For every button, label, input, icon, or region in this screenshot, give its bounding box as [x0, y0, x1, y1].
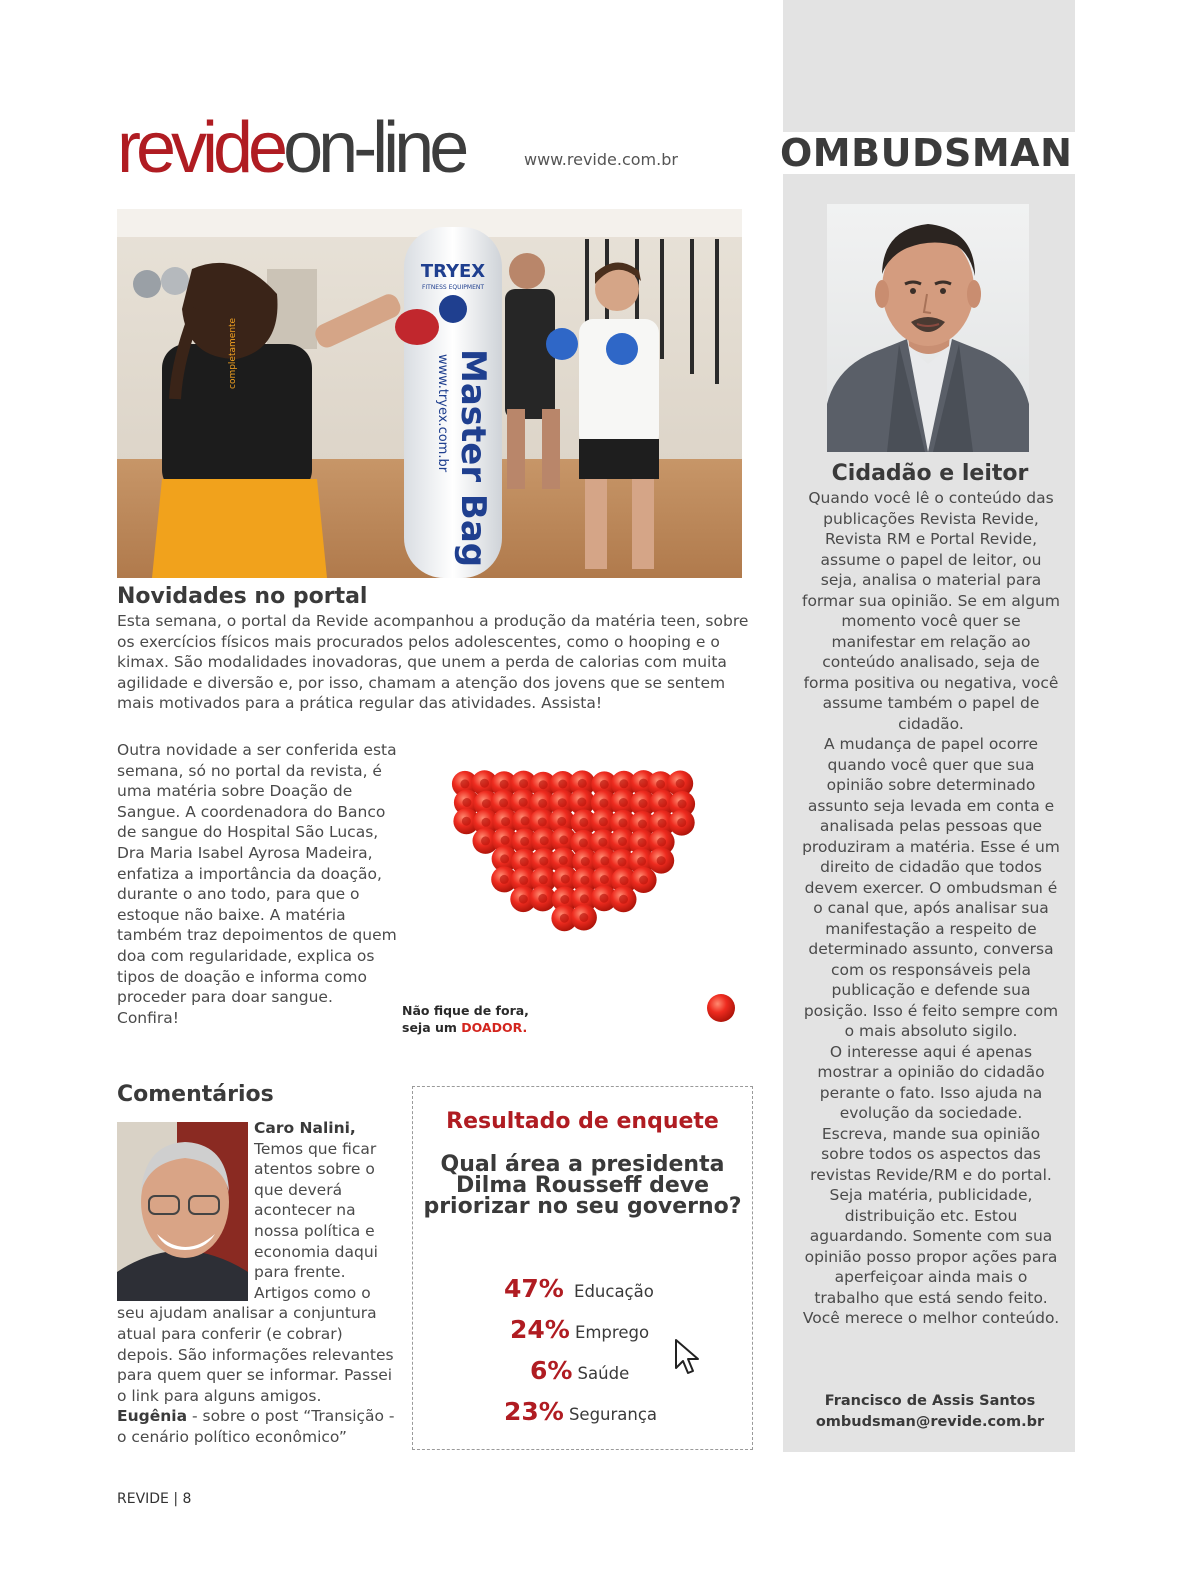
- poll-result-label: Educação: [574, 1282, 654, 1301]
- bead-hole: [481, 836, 490, 845]
- doacao-body: Outra novidade a ser conferida esta semana, só no portal da revista, é uma matéria sobre Doação de Sangue. A coordenadora do Banco de sangue do Hospital São Lucas, Dra Maria Isabel Ayrosa Madeira, enfatiza a importância da doação, durante o ano todo, para que o estoque não baixe. A matéria também traz depoimentos de quem doa com regularidade, explica os tipos de doação e informa como proceder para doar sangue. Confira!: [117, 741, 397, 1027]
- bead-hole: [637, 857, 646, 866]
- poll-result-row: [504, 1397, 657, 1426]
- poll-result-label: Emprego: [574, 1323, 650, 1342]
- bead-hole: [658, 798, 667, 807]
- comment-greeting: Caro Nalini,: [254, 1119, 356, 1137]
- bead-hole: [519, 779, 528, 788]
- bead-hole: [538, 894, 547, 903]
- poll-box: [412, 1086, 753, 1450]
- site-url[interactable]: www.revide.com.br: [524, 150, 678, 169]
- bead-hole: [599, 799, 608, 808]
- loose-bead: [707, 994, 735, 1022]
- ombudsman-portrait: [827, 204, 1029, 452]
- ombudsman-paragraph: Escreva, mande sua opinião sobre todos os aspectos das revistas Revide/RM e do portal. Seja matéria, publicidade, distribuição etc. Estou aguardando. Somente com sua opinião posso propor ações para aperfeiçoar ainda mais o trabalho que está sendo feito. Você merece o melhor conteúdo.: [802, 1124, 1060, 1327]
- bead-hole: [618, 837, 627, 846]
- bead-hole: [599, 817, 608, 826]
- bead-hole: [462, 798, 471, 807]
- poll-result-row: [530, 1356, 629, 1385]
- bead-hole: [620, 876, 629, 885]
- bead-hole: [560, 895, 569, 904]
- heart-caption-line1: Não fique de fora,: [402, 1003, 529, 1018]
- poll-result-percent: 6%: [530, 1356, 573, 1385]
- bead-hole: [638, 838, 647, 847]
- bead-hole: [639, 779, 648, 788]
- ombudsman-body: [800, 488, 1062, 1329]
- bead-hole: [539, 875, 548, 884]
- poll-result-label: Saúde: [577, 1364, 630, 1383]
- bead-hole: [462, 817, 471, 826]
- bead-hole: [500, 875, 509, 884]
- comment-body: Temos que ficar atentos sobre o que deverá acontecer na nossa política e economia daqui para frente. Artigos como o seu ajudam analisar a conjuntura atual para conferir (e cobrar) depois. São informações relevantes para quem quer se informar. Passei o link para alguns amigos.: [117, 1139, 394, 1405]
- bead-hole: [580, 894, 589, 903]
- poll-result-percent: 23%: [504, 1397, 564, 1426]
- bead-hole: [578, 779, 587, 788]
- mouse-pointer-icon: [674, 1338, 704, 1378]
- bead-hole: [482, 818, 491, 827]
- poll-question: Qual área a presidenta Dilma Rousseff deve priorizar no seu governo?: [423, 1152, 742, 1219]
- poll-title: Resultado de enquete: [446, 1109, 719, 1134]
- bead-hole: [579, 913, 588, 922]
- bead-hole: [657, 856, 666, 865]
- bag-brand-text: TRYEX: [420, 261, 486, 282]
- bead-hole: [658, 819, 667, 828]
- bead-hole: [519, 895, 528, 904]
- poll-result-row: [504, 1274, 654, 1303]
- bead-hole: [558, 798, 567, 807]
- ombudsman-author: Francisco de Assis Santos: [824, 1393, 1036, 1409]
- bead-hole: [558, 780, 567, 789]
- bead-hole: [520, 857, 529, 866]
- ombudsman-paragraph: A mudança de papel ocorre quando você quer que sua opinião sobre determinado assunto seja levada em conta e analisada pelas pessoas que produziram a matéria. Esse é um direito de cidadão que todos devem exercer. O ombudsman é o canal que, após analisar sua manifestação a respeito de determinado assunto, conversa com os responsáveis pela publicação e defende sua posição. Isso é feito sempre com o mais absoluto sigilo.: [802, 735, 1060, 1040]
- bead-hole: [600, 894, 609, 903]
- bead-hole: [480, 779, 489, 788]
- ombudsman-paragraph: Quando você lê o conteúdo das publicações Revista Revide, Revista RM e Portal Revide, assume o papel de leitor, ou seja, analisa o material para formar sua opinião. Se em algum momento você quer se manifestar em relação ao conteúdo analisado, seja de forma positiva ou negativa, você assume também o papel de cidadão.: [801, 489, 1060, 733]
- bead-hole: [580, 876, 589, 885]
- ombudsman-title: OMBUDSMAN: [780, 131, 1073, 175]
- bead-hole: [501, 817, 510, 826]
- bead-hole: [577, 798, 586, 807]
- comment-text: [117, 1118, 399, 1448]
- bag-brand-sub: FITNESS EQUIPMENT: [421, 284, 485, 291]
- ombudsman-heading: Cidadão e leitor: [831, 461, 1029, 486]
- bead-hole: [581, 857, 590, 866]
- shirt-text: completamente: [228, 317, 238, 389]
- bead-hole: [598, 838, 607, 847]
- bead-hole: [600, 856, 609, 865]
- bead-hole: [579, 818, 588, 827]
- bead-hole: [676, 779, 685, 788]
- heart-caption-line2: seja um DOADOR.: [402, 1019, 528, 1035]
- ombudsman-email[interactable]: ombudsman@revide.com.br: [815, 1414, 1045, 1430]
- bead-hole: [540, 836, 549, 845]
- doador-emphasis: DOADOR.: [461, 1019, 528, 1035]
- bead-hole: [499, 798, 508, 807]
- masthead-online: on-line: [283, 108, 465, 188]
- bead-hole: [619, 818, 628, 827]
- page-footer: REVIDE | 8: [117, 1491, 192, 1507]
- bead-hole: [638, 820, 647, 829]
- bead-hole: [677, 818, 686, 827]
- boxing-class-photo: [117, 209, 742, 578]
- bead-hole: [460, 779, 469, 788]
- ombudsman-signature: [790, 1391, 1070, 1433]
- bead-hole: [600, 875, 609, 884]
- bead-hole: [657, 838, 666, 847]
- masthead-logo: [117, 108, 464, 188]
- bead-hole: [519, 798, 528, 807]
- bead-hole: [521, 816, 530, 825]
- bead-hole: [639, 876, 648, 885]
- bead-hole: [561, 875, 570, 884]
- comentarios-heading: Comentários: [117, 1082, 274, 1107]
- poll-result-percent: 47%: [504, 1274, 564, 1303]
- bead-hole: [539, 857, 548, 866]
- bead-hole: [619, 798, 628, 807]
- bead-hole: [559, 836, 568, 845]
- comment-author: Eugênia: [117, 1407, 188, 1426]
- heart-caption: [402, 1003, 529, 1036]
- bead-hole: [538, 799, 547, 808]
- bead-hole: [600, 780, 609, 789]
- bead-hole: [639, 799, 648, 808]
- bead-hole: [579, 838, 588, 847]
- comment-reference[interactable]: - sobre o post “Transição - o cenário político econômico”: [117, 1407, 395, 1446]
- bead-hole: [557, 817, 566, 826]
- bead-hole: [678, 800, 687, 809]
- masthead-revide: revide: [117, 108, 284, 188]
- bead-hole: [538, 818, 547, 827]
- novidades-heading: Novidades no portal: [117, 584, 368, 609]
- bead-hole: [618, 858, 627, 867]
- bead-hole: [500, 780, 509, 789]
- bead-hole: [619, 779, 628, 788]
- ombudsman-paragraph: O interesse aqui é apenas mostrar a opinião do cidadão perante o fato. Isso ajuda na evolução da sociedade.: [817, 1042, 1045, 1122]
- bead-hole: [482, 799, 491, 808]
- poll-result-label: Segurança: [568, 1405, 658, 1424]
- bead-hole: [559, 856, 568, 865]
- bag-model-text: Master Bag: [453, 349, 493, 568]
- poll-result-row: [510, 1315, 649, 1344]
- bead-hole: [539, 780, 548, 789]
- bead-hole: [560, 914, 569, 923]
- bead-hole: [619, 895, 628, 904]
- bead-hole: [519, 876, 528, 885]
- bag-url-text: www.tryex.com.br: [435, 354, 450, 473]
- bead-hole: [656, 780, 665, 789]
- bead-hole: [501, 836, 510, 845]
- novidades-body: Esta semana, o portal da Revide acompanhou a produção da matéria teen, sobre os exercícios físicos mais procurados pelos adolescentes, como o hooping e o kimax. São modalidades inovadoras, que unem a perda de calorias com muita agilidade e diversão e, por isso, chamam a atenção dos jovens que se sentem mais motivados para a prática regular das atividades. Assista!: [117, 612, 749, 713]
- bead-hole: [500, 854, 509, 863]
- poll-result-percent: 24%: [510, 1315, 570, 1344]
- bead-hole: [520, 837, 529, 846]
